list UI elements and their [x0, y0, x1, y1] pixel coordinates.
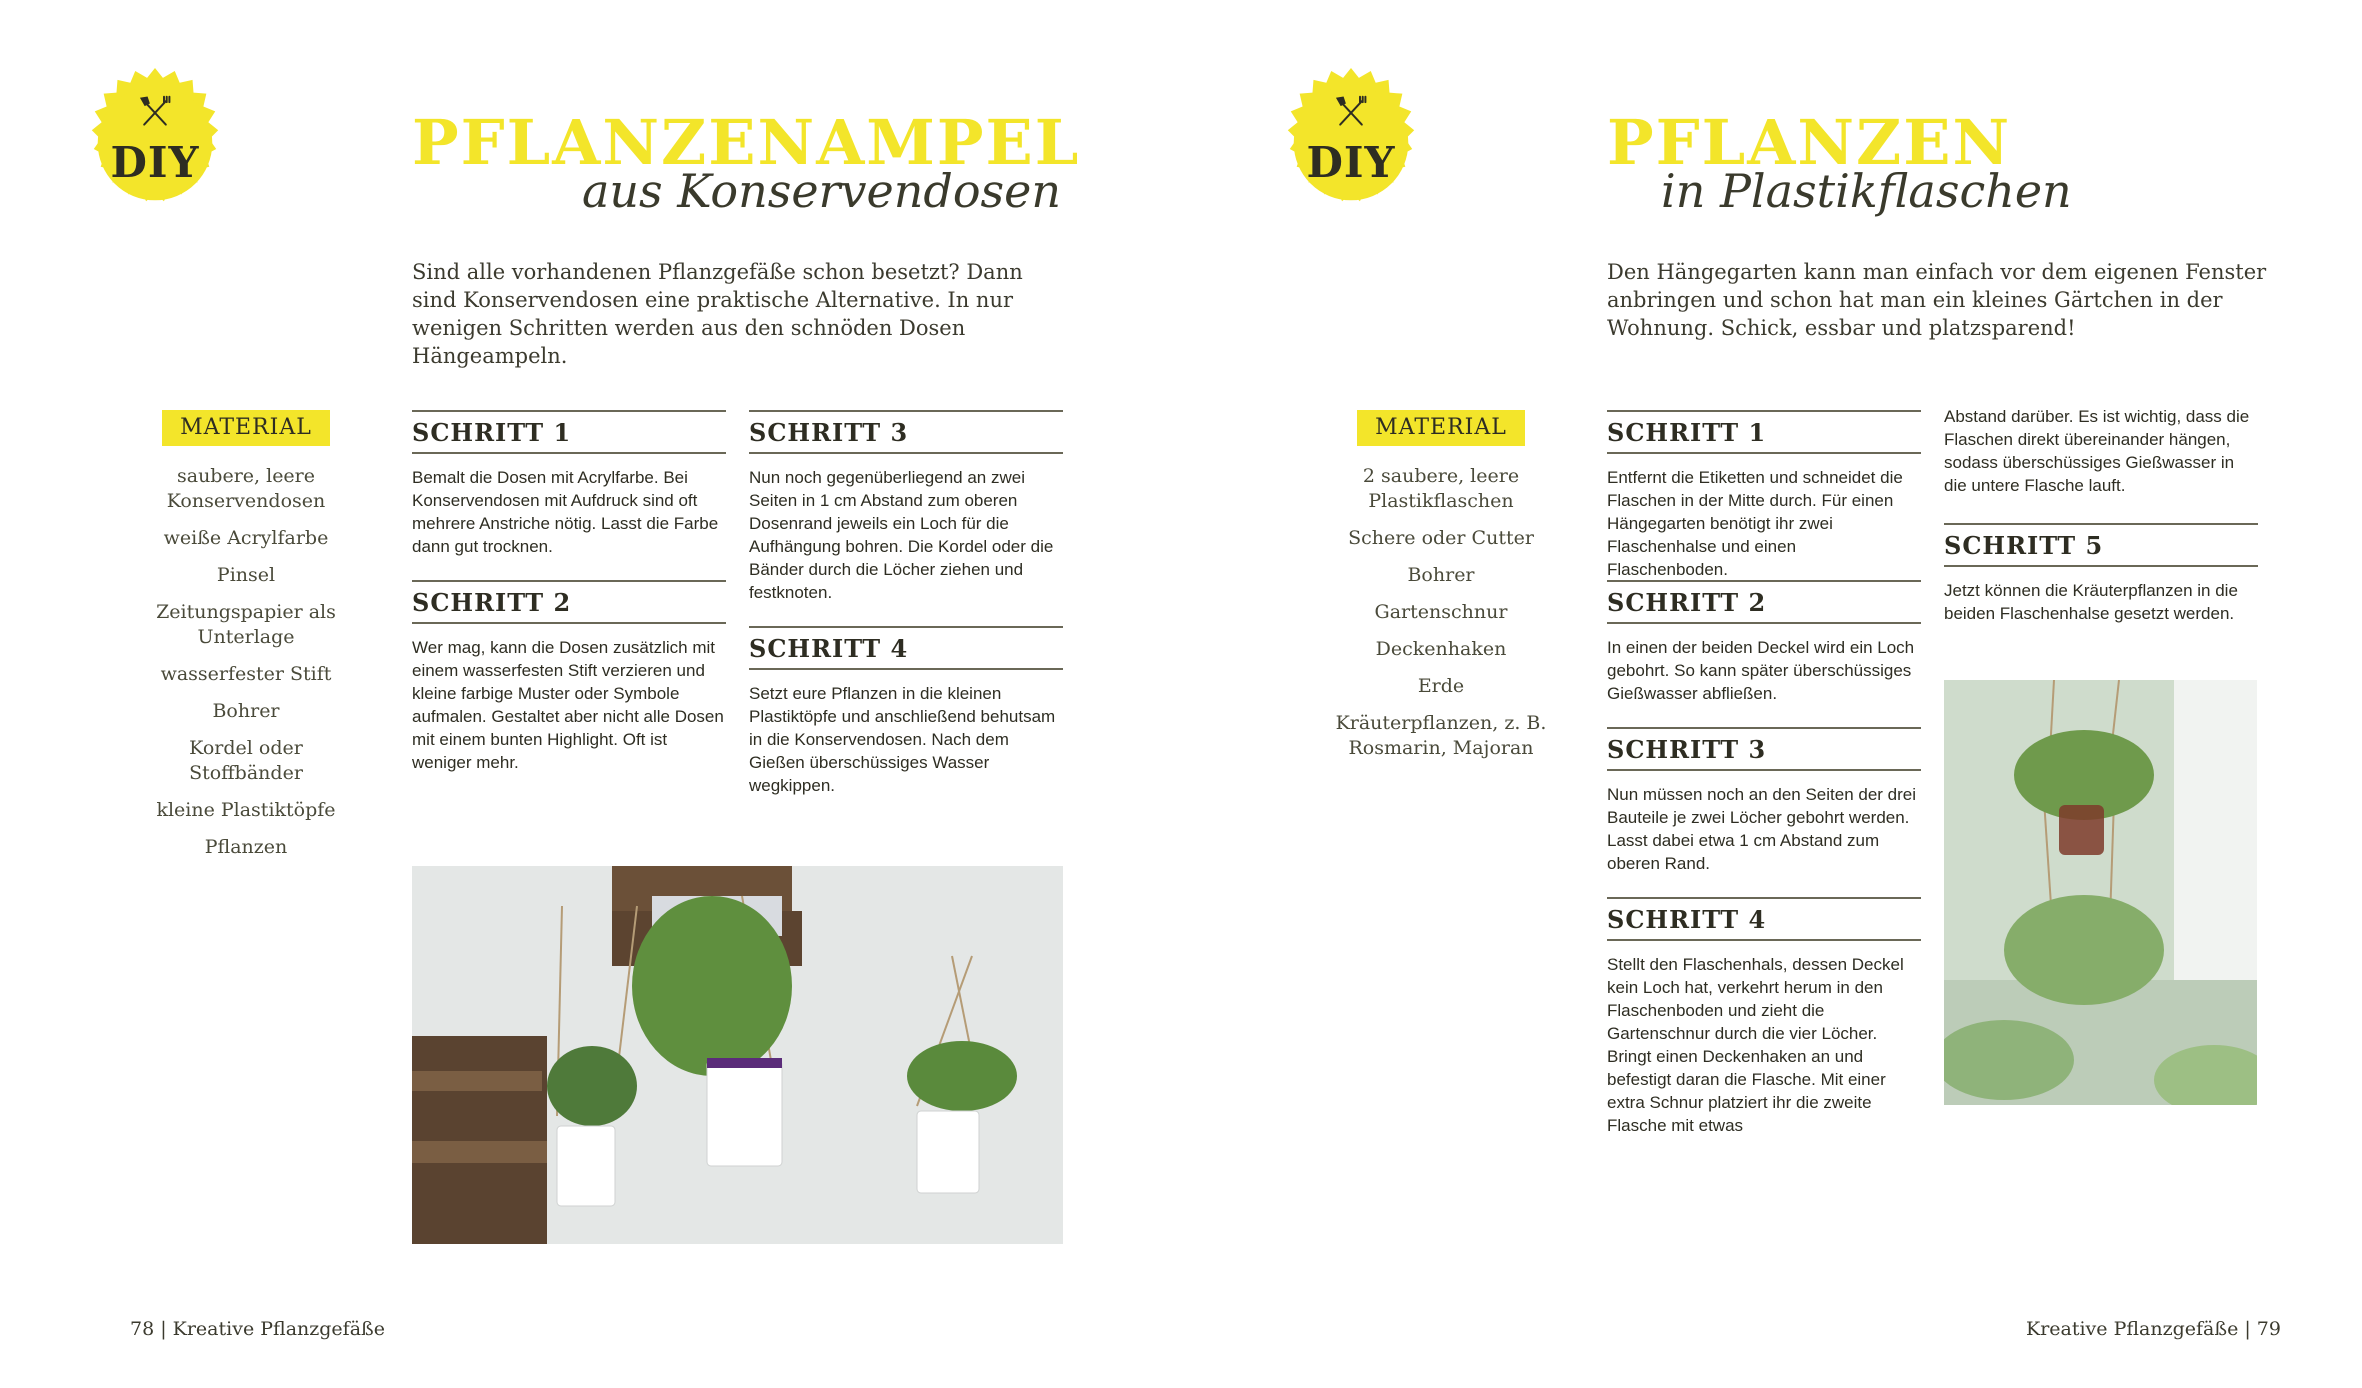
material-item: 2 saubere, leere Plastikflaschen — [1362, 465, 1520, 512]
hanging-cans-photo — [412, 866, 1063, 1244]
step-title: SCHRITT 4 — [749, 626, 1063, 670]
material-item: Schere oder Cutter — [1348, 527, 1534, 549]
step-4 — [749, 626, 1063, 797]
page-title: PFLANZEN — [1607, 106, 2012, 179]
step-text: Stellt den Flaschenhals, dessen Deckel kein Loch hat, verkehrt herum in den Flaschenboden und zieht die Gartenschnur durch die vier Löcher. Bringt einen Deckenhaken an und befestigt daran die Flasche. Mit einer extra Schnur platziert ihr die zweite Flasche mit etwas — [1607, 955, 1904, 1135]
step-title: SCHRITT 1 — [1607, 410, 1921, 454]
step-title: SCHRITT 1 — [412, 410, 726, 454]
material-item: Bohrer — [212, 700, 280, 722]
page-subtitle: aus Konservendosen — [582, 164, 1061, 218]
material-section — [131, 410, 361, 872]
step-text: Wer mag, kann die Dosen zusätzlich mit einem wasserfesten Stift verzieren und kleine farbige Muster oder Symbole aufmalen. Gestaltet aber nicht alle Dosen mit einem bunten Highlight. Oft ist weniger mehr. — [412, 638, 724, 772]
step-text: Jetzt können die Kräuterpflanzen in die beiden Flaschenhalse gesetzt werden. — [1944, 581, 2238, 623]
step-text: Setzt eure Pflanzen in die kleinen Plastiktöpfe und anschließend behutsam in die Konservendosen. Nach dem Gießen überschüssiges Wasser wegkippen. — [749, 684, 1056, 795]
page-subtitle: in Plastikflaschen — [1661, 164, 2072, 218]
material-item: Bohrer — [1407, 564, 1475, 586]
material-list — [131, 464, 361, 860]
step-text: Nun müssen noch an den Seiten der drei Bauteile je zwei Löcher gebohrt werden. Lasst dabei etwa 1 cm Abstand zum oberen Rand. — [1607, 785, 1917, 873]
step-4 — [1607, 897, 1921, 1137]
page-title: PFLANZENAMPEL — [412, 106, 1081, 179]
diy-badge — [76, 66, 234, 224]
page-footer: Kreative Pflanzgefäße | 79 — [2026, 1318, 2281, 1340]
material-item: Pinsel — [216, 564, 276, 586]
material-item: Kordel oder Stoffbänder — [189, 737, 303, 784]
step-2 — [1607, 580, 1921, 705]
step-text: In einen der beiden Deckel wird ein Loch gebohrt. So kann später überschüssiges Gießwasser abfließen. — [1607, 638, 1915, 703]
badge-label: DIY — [110, 138, 200, 187]
step-text: Nun noch gegenüberliegend an zwei Seiten in 1 cm Abstand zum oberen Dosenrand jeweils ein Loch für die Aufhängung bohren. Die Kordel oder die Bänder durch die Löcher ziehen und festknoten. — [749, 468, 1054, 602]
step-text: Entfernt die Etiketten und schneidet die Flaschen in der Mitte durch. Für einen Hängegarten benötigt ihr zwei Flaschenhalse und einen Flaschenboden. — [1607, 468, 1903, 579]
material-item: wasserfester Stift — [160, 663, 332, 685]
step-title: SCHRITT 2 — [412, 580, 726, 624]
material-item: Gartenschnur — [1374, 601, 1508, 623]
hanging-bottles-photo — [1944, 680, 2257, 1105]
material-item: Erde — [1417, 675, 1465, 697]
material-item: Kräuterpflanzen, z. B. Rosmarin, Majoran — [1335, 712, 1547, 759]
trowel-fork-icon — [1333, 94, 1369, 130]
badge-label: DIY — [1306, 138, 1396, 187]
step-3 — [1607, 727, 1921, 875]
material-item: saubere, leere Konservendosen — [166, 465, 326, 512]
material-label: MATERIAL — [162, 410, 330, 446]
step-3 — [749, 410, 1063, 604]
step-text: Bemalt die Dosen mit Acrylfarbe. Bei Konservendosen mit Aufdruck sind oft mehrere Anstriche nötig. Lasst die Farbe dann gut trocknen. — [412, 468, 719, 556]
step-title: SCHRITT 3 — [749, 410, 1063, 454]
step-1 — [412, 410, 726, 558]
step-title: SCHRITT 4 — [1607, 897, 1921, 941]
material-label: MATERIAL — [1357, 410, 1525, 446]
step-title: SCHRITT 3 — [1607, 727, 1921, 771]
step-2 — [412, 580, 726, 774]
material-item: Zeitungspapier als Unterlage — [156, 601, 336, 648]
material-item: weiße Acrylfarbe — [163, 527, 329, 549]
intro-text: Den Hängegarten kann man einfach vor dem eigenen Fenster anbringen und schon hat man ein kleines Gärtchen in der Wohnung. Schick, essbar und platzsparend! — [1607, 260, 2267, 340]
step-title: SCHRITT 5 — [1944, 523, 2258, 567]
material-item: Pflanzen — [204, 836, 288, 858]
step-1 — [1607, 410, 1921, 581]
trowel-fork-icon — [137, 94, 173, 130]
material-item: kleine Plastiktöpfe — [156, 799, 336, 821]
step-4-continuation: Abstand darüber. Es ist wichtig, dass die Flaschen direkt übereinander hängen, sodass überschüssiges Gießwasser in die untere Flasche lauft. — [1944, 407, 2250, 495]
material-item: Deckenhaken — [1375, 638, 1507, 660]
material-list — [1326, 464, 1556, 761]
right-page — [1181, 0, 2362, 1388]
diy-badge — [1272, 66, 1430, 224]
intro-text: Sind alle vorhandenen Pflanzgefäße schon besetzt? Dann sind Konservendosen eine praktische Alternative. In nur wenigen Schritten werden aus den schnöden Dosen Hängeampeln. — [412, 260, 1023, 368]
step-title: SCHRITT 2 — [1607, 580, 1921, 624]
step-5 — [1944, 523, 2258, 625]
page-footer: 78 | Kreative Pflanzgefäße — [130, 1318, 385, 1340]
material-section — [1326, 410, 1556, 773]
